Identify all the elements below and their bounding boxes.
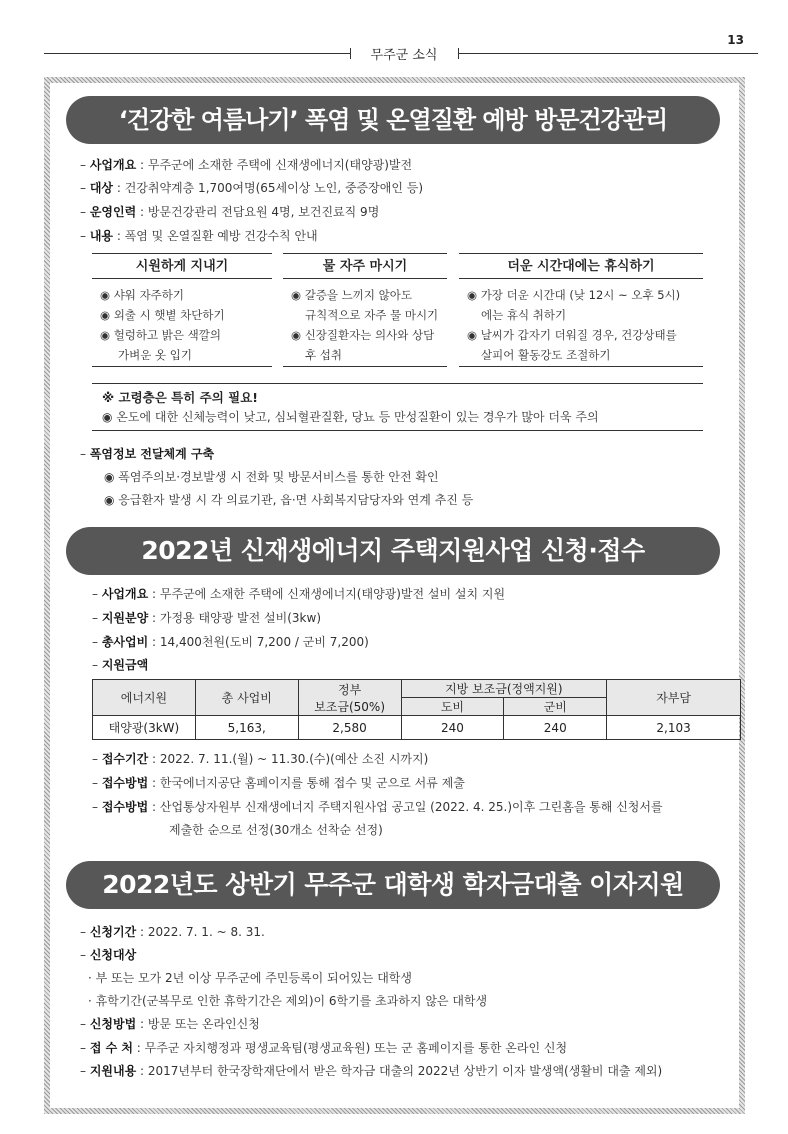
tip-box-cool-title: 시원하게 지내기 xyxy=(92,254,272,279)
s3-target-line: · 부 또는 모가 2년 이상 무주군에 주민등록이 되어있는 대학생 xyxy=(88,971,412,985)
s1-item-staff: – 운영인력 : 방문건강관리 전담요원 4명, 보건진료직 9명 xyxy=(80,205,380,219)
tip-line: ◉ 신장질환자는 의사와 상담 xyxy=(291,328,435,342)
header-rule-right xyxy=(458,53,758,54)
header-rule-left xyxy=(44,53,350,54)
s2-item-amount: – 지원금액 xyxy=(92,658,149,672)
tip-line: ◉ 헐렁하고 밝은 색깔의 xyxy=(100,328,221,342)
cell-self: 2,103 xyxy=(607,716,741,740)
cell-gun: 240 xyxy=(504,716,607,740)
tip-box-rest-title: 더운 시간대에는 휴식하기 xyxy=(459,254,703,279)
tip-line: 가벼운 옷 입기 xyxy=(118,348,192,362)
s3-item-content: – 지원내용 : 2017년부터 한국장학재단에서 받은 학자금 대출의 2022년 상반기 이자 발생액(생활비 대출 제외) xyxy=(80,1064,663,1078)
elderly-notice xyxy=(92,383,703,431)
th-self: 자부담 xyxy=(607,680,741,716)
s1-item-content: – 내용 : 폭염 및 온열질환 예방 건강수칙 안내 xyxy=(80,229,318,243)
s2-item-method2-continuation: 제출한 순으로 선정(30개소 선착순 선정) xyxy=(169,823,383,837)
cell-energy: 태양광(3kW) xyxy=(93,716,196,740)
support-amount-table xyxy=(92,679,741,740)
tip-line: 에는 휴식 취하기 xyxy=(481,308,567,322)
s3-item-period: – 신청기간 : 2022. 7. 1. ~ 8. 31. xyxy=(80,925,265,939)
th-local: 지방 보조금(정액지원) xyxy=(401,680,607,698)
elderly-notice-title: ※ 고령층은 특히 주의 필요! xyxy=(102,390,259,405)
tip-box-cool xyxy=(92,253,272,367)
tip-line: ◉ 갈증을 느끼지 않아도 xyxy=(291,288,412,302)
tip-line: 살피어 활동강도 조절하기 xyxy=(481,348,611,362)
s1-item-target: – 대상 : 건강취약계층 1,700여명(65세이상 노인, 중증장애인 등) xyxy=(80,181,423,195)
th-gun: 군비 xyxy=(504,698,607,716)
th-total: 총 사업비 xyxy=(195,680,298,716)
cell-do: 240 xyxy=(401,716,504,740)
section1-banner: ‘건강한 여름나기’ 폭염 및 온열질환 예방 방문건강관리 xyxy=(66,96,720,144)
s2-item-overview: – 사업개요 : 무주군에 소재한 주택에 신재생에너지(태양광)발전 설비 설치 지원 xyxy=(92,587,506,601)
s2-item-scope: – 지원분양 : 가정용 태양광 발전 설비(3kw) xyxy=(92,611,322,625)
tip-box-water xyxy=(283,253,447,367)
tip-line: 후 섭취 xyxy=(305,348,342,362)
th-gov: 정부 보조금(50%) xyxy=(298,680,401,716)
s2-item-period: – 접수기간 : 2022. 7. 11.(월) ~ 11.30.(수)(예산 소진 시까지) xyxy=(92,752,429,766)
th-energy: 에너지원 xyxy=(93,680,196,716)
s2-item-method2: – 접수방법 : 산업통상자원부 신재생에너지 주택지원사업 공고일 (2022. 4. 25.)이후 그린홈을 통해 신청서를 xyxy=(92,800,663,814)
cell-gov: 2,580 xyxy=(298,716,401,740)
s2-item-budget: – 총사업비 : 14,400천원(도비 7,200 / 군비 7,200) xyxy=(92,635,369,649)
tip-box-rest xyxy=(459,253,703,367)
s3-item-target: – 신청대상 xyxy=(80,948,137,962)
table-row xyxy=(93,716,741,740)
tip-line: ◉ 날씨가 갑자기 더워질 경우, 건강상태를 xyxy=(467,328,677,342)
s1-alert-line: ◉ 응급환자 발생 시 각 의료기관, 읍·면 사회복지담당자와 연계 추진 등 xyxy=(104,493,474,507)
elderly-notice-text: ◉ 온도에 대한 신체능력이 낮고, 심뇌혈관질환, 당뇨 등 만성질환이 있는 경우가 많아 더욱 주의 xyxy=(102,410,599,424)
s2-item-method: – 접수방법 : 한국에너지공단 홈페이지를 통해 접수 및 군으로 서류 제출 xyxy=(92,776,465,790)
tip-line: 규칙적으로 자주 물 마시기 xyxy=(305,308,439,322)
s3-target-line: · 휴학기간(군복무로 인한 휴학기간은 제외)이 6학기를 초과하지 않은 대학생 xyxy=(88,994,488,1008)
page-number: 13 xyxy=(727,33,744,47)
s1-alert-system: – 폭염정보 전달체계 구축 xyxy=(80,447,215,461)
header-title: 무주군 소식 xyxy=(370,48,438,63)
s1-item-overview: – 사업개요 : 무주군에 소재한 주택에 신재생에너지(태양광)발전 xyxy=(80,158,413,172)
s3-item-method: – 신청방법 : 방문 또는 온라인신청 xyxy=(80,1017,260,1031)
tip-box-water-title: 물 자주 마시기 xyxy=(283,254,447,279)
cell-total: 5,163, xyxy=(195,716,298,740)
tip-line: ◉ 외출 시 햇볕 차단하기 xyxy=(100,308,225,322)
th-do: 도비 xyxy=(401,698,504,716)
s1-alert-line: ◉ 폭염주의보·경보발생 시 전화 및 방문서비스를 통한 안전 확인 xyxy=(104,470,439,484)
s3-item-office: – 접 수 처 : 무주군 자치행정과 평생교육팀(평생교육원) 또는 군 홈페이지를 통한 온라인 신청 xyxy=(80,1041,568,1055)
section2-banner: 2022년 신재생에너지 주택지원사업 신청·접수 xyxy=(66,527,720,575)
tip-line: ◉ 샤워 자주하기 xyxy=(100,288,184,302)
section3-banner: 2022년도 상반기 무주군 대학생 학자금대출 이자지원 xyxy=(66,861,720,909)
tip-line: ◉ 가장 더운 시간대 (낮 12시 ~ 오후 5시) xyxy=(467,288,681,302)
